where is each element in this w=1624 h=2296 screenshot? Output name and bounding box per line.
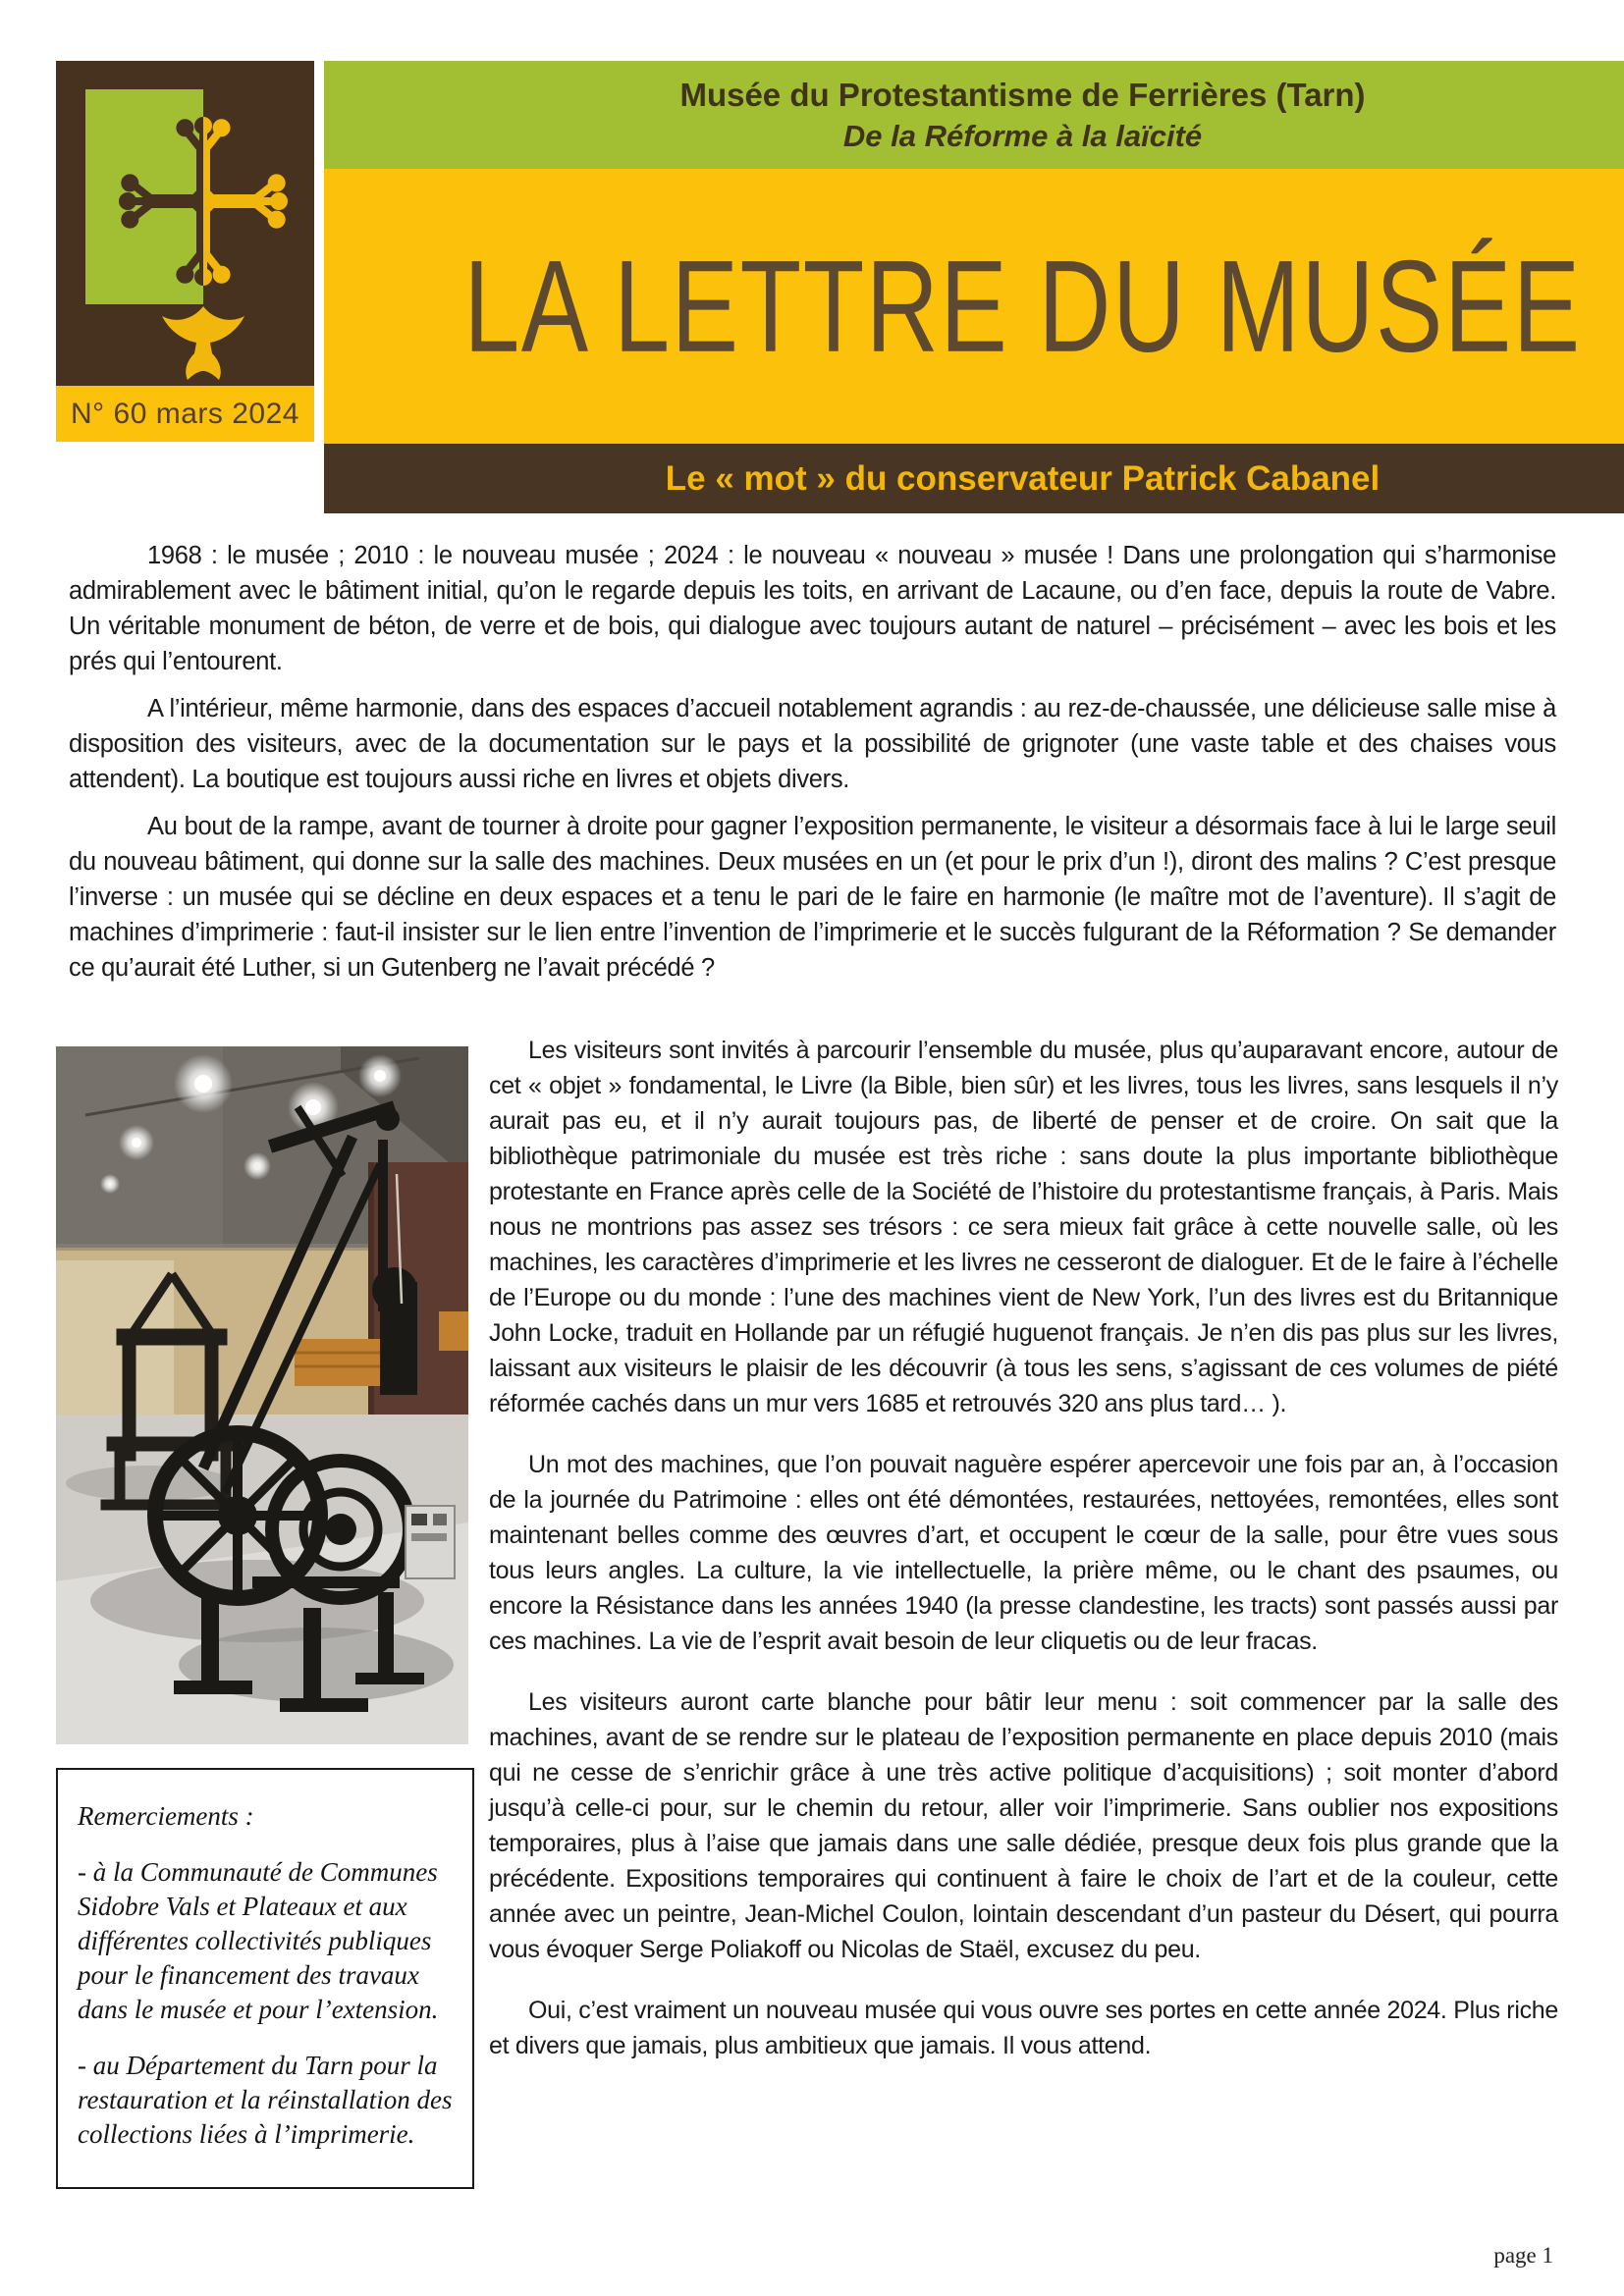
acknowledgements-title: Remerciements : [78,1801,254,1831]
acknowledgement-item: - au Département du Tarn pour la restauration et la réinstallation des collections liées à l’imprimerie. [78,2051,453,2149]
museum-motto: De la Réforme à la laïcité [842,119,1203,153]
museum-logo [56,61,314,386]
logo-column [56,61,314,513]
machine-room-photo [56,1046,468,1744]
paragraph: 1968 : le musée ; 2010 : le nouveau musée ; 2024 : le nouveau « nouveau » musée ! Dans une prolongation qui s’harmonise admirablement avec le bâtiment initial, qu’on le regarde depuis les toits, en arrivant de Lacaune, ou d’en face, depuis la route de Vabre. Un véritable monument de béton, de verre et de bois, qui dialogue avec toujours autant de naturel – précisément – avec les bois et les prés qui l’entourent. [69,542,1556,675]
museum-name: Musée du Protestantisme de Ferrières (Tarn) [679,77,1366,113]
paragraph: Au bout de la rampe, avant de tourner à droite pour gagner l’exposition permanente, le visiteur a désormais face à lui le large seuil du nouveau bâtiment, qui donne sur la salle des machines. Deux musées en un (et pour le prix d’un !), diront des malins ? C’est presque l’inverse : un musée qui se décline en deux espaces et a tenu le pari de le faire en harmonie (le maître mot de l’aventure). Il s’agit de machines d’imprimerie : faut-il insister sur le lien entre l’invention de l’imprimerie et le succès fulgurant de la Réformation ? Se demander ce qu’aurait été Luther, si un Gutenberg ne l’avait précédé ? [69,813,1556,982]
title-band [324,169,1624,444]
issue-number: N° 60 mars 2024 [56,386,314,442]
newsletter-title: LA LETTRE DU MUSÉE [463,233,1582,380]
left-column [56,1033,474,2189]
section-banner: Le « mot » du conservateur Patrick Cabanel [324,444,1624,513]
masthead [56,61,1582,513]
occitan-cross-dove-icon [56,61,314,386]
banner-column [324,61,1624,513]
museum-name-band [324,61,1624,169]
acknowledgement-item: - à la Communauté de Communes Sidobre Vals et Plateaux et aux différentes collectivités publiques pour le financement des travaux dans le musée et pour l’extension. [78,1857,439,2024]
printing-machines-photo [56,1046,468,1744]
acknowledgements-box [56,1768,474,2189]
paragraph: Oui, c’est vraiment un nouveau musée qui vous ouvre ses portes en cette année 2024. Plus riche et divers que jamais, plus ambitieux que jamais. Il vous attend. [489,1997,1558,2059]
paragraph: Les visiteurs sont invités à parcourir l’ensemble du musée, plus qu’auparavant encore, autour de cet « objet » fondamental, le Livre (la Bible, bien sûr) et les livres, tous les livres, sans lesquels il n’y aurait pas eu, et il n’y aurait toujours pas, de liberté de penser et de croire. On sait que la bibliothèque patrimoniale du musée est très riche : sans doute la plus importante bibliothèque protestante en France après celle de la Société de l’histoire du protestantisme français, à Paris. Mais nous ne montrions pas assez ses trésors : ce sera mieux fait grâce à cette nouvelle salle, où les machines, les caractères d’imprimerie et les livres ne cesseront de dialoguer. Et de le faire à l’échelle de l’Europe ou du monde : l’une des machines vient de New York, l’un des livres est du Britannique John Locke, traduit en Hollande par un réfugié huguenot français. Je n’en dis pas plus sur les livres, laissant aux visiteurs le plaisir de les découvrir (à tous les sens, s’agissant de ces volumes de piété réformée cachés dans un mur vers 1685 et retrouvés 320 ans plus tard… ). [489,1037,1558,1417]
paragraph: Un mot des machines, que l’on pouvait naguère espérer apercevoir une fois par an, à l’occasion de la journée du Patrimoine : elles ont été démontées, restaurées, nettoyées, remontées, elles sont maintenant belles comme des œuvres d’art, et occupent le cœur de la salle, pour être vues sous tous leurs angles. La culture, la vie intellectuelle, la prière même, ou le chant des psaumes, ou encore la Résistance dans les années 1940 (la presse clandestine, les tracts) sont passés aussi par ces machines. La vie de l’esprit avait besoin de leur cliquetis ou de leur fracas. [489,1451,1558,1655]
intro-section [69,538,1556,997]
article-column [489,1033,1558,2089]
page-number: page 1 [1493,2243,1553,2268]
paragraph: Les visiteurs auront carte blanche pour bâtir leur menu : soit commencer par la salle des machines, avant de se rendre sur le plateau de l’exposition permanente en place depuis 2010 (mais qui ne cesse de s’enrichir grâce à une très active politique d’acquisitions) ; soit monter d’abord jusqu’à celle-ci pour, sur le chemin du retour, aller voir l’imprimerie. Sans oublier nos expositions temporaires, plus à l’aise que jamais dans une salle dédiée, presque deux fois plus grande que la précédente. Expositions temporaires qui continuent à faire le choix de l’art et de la couleur, cette année avec un peintre, Jean-Michel Coulon, lointain descendant d’un pasteur du Désert, qui pourra vous évoquer Serge Poliakoff ou Nicolas de Staël, excusez du peu. [489,1688,1558,1963]
paragraph: A l’intérieur, même harmonie, dans des espaces d’accueil notablement agrandis : au rez-de-chaussée, une délicieuse salle mise à disposition des visiteurs, avec de la documentation sur le pays et la possibilité de grignoter (une vaste table et des chaises vous attendent). La boutique est toujours aussi riche en livres et objets divers. [69,695,1556,793]
two-column-section [56,1033,1558,2189]
